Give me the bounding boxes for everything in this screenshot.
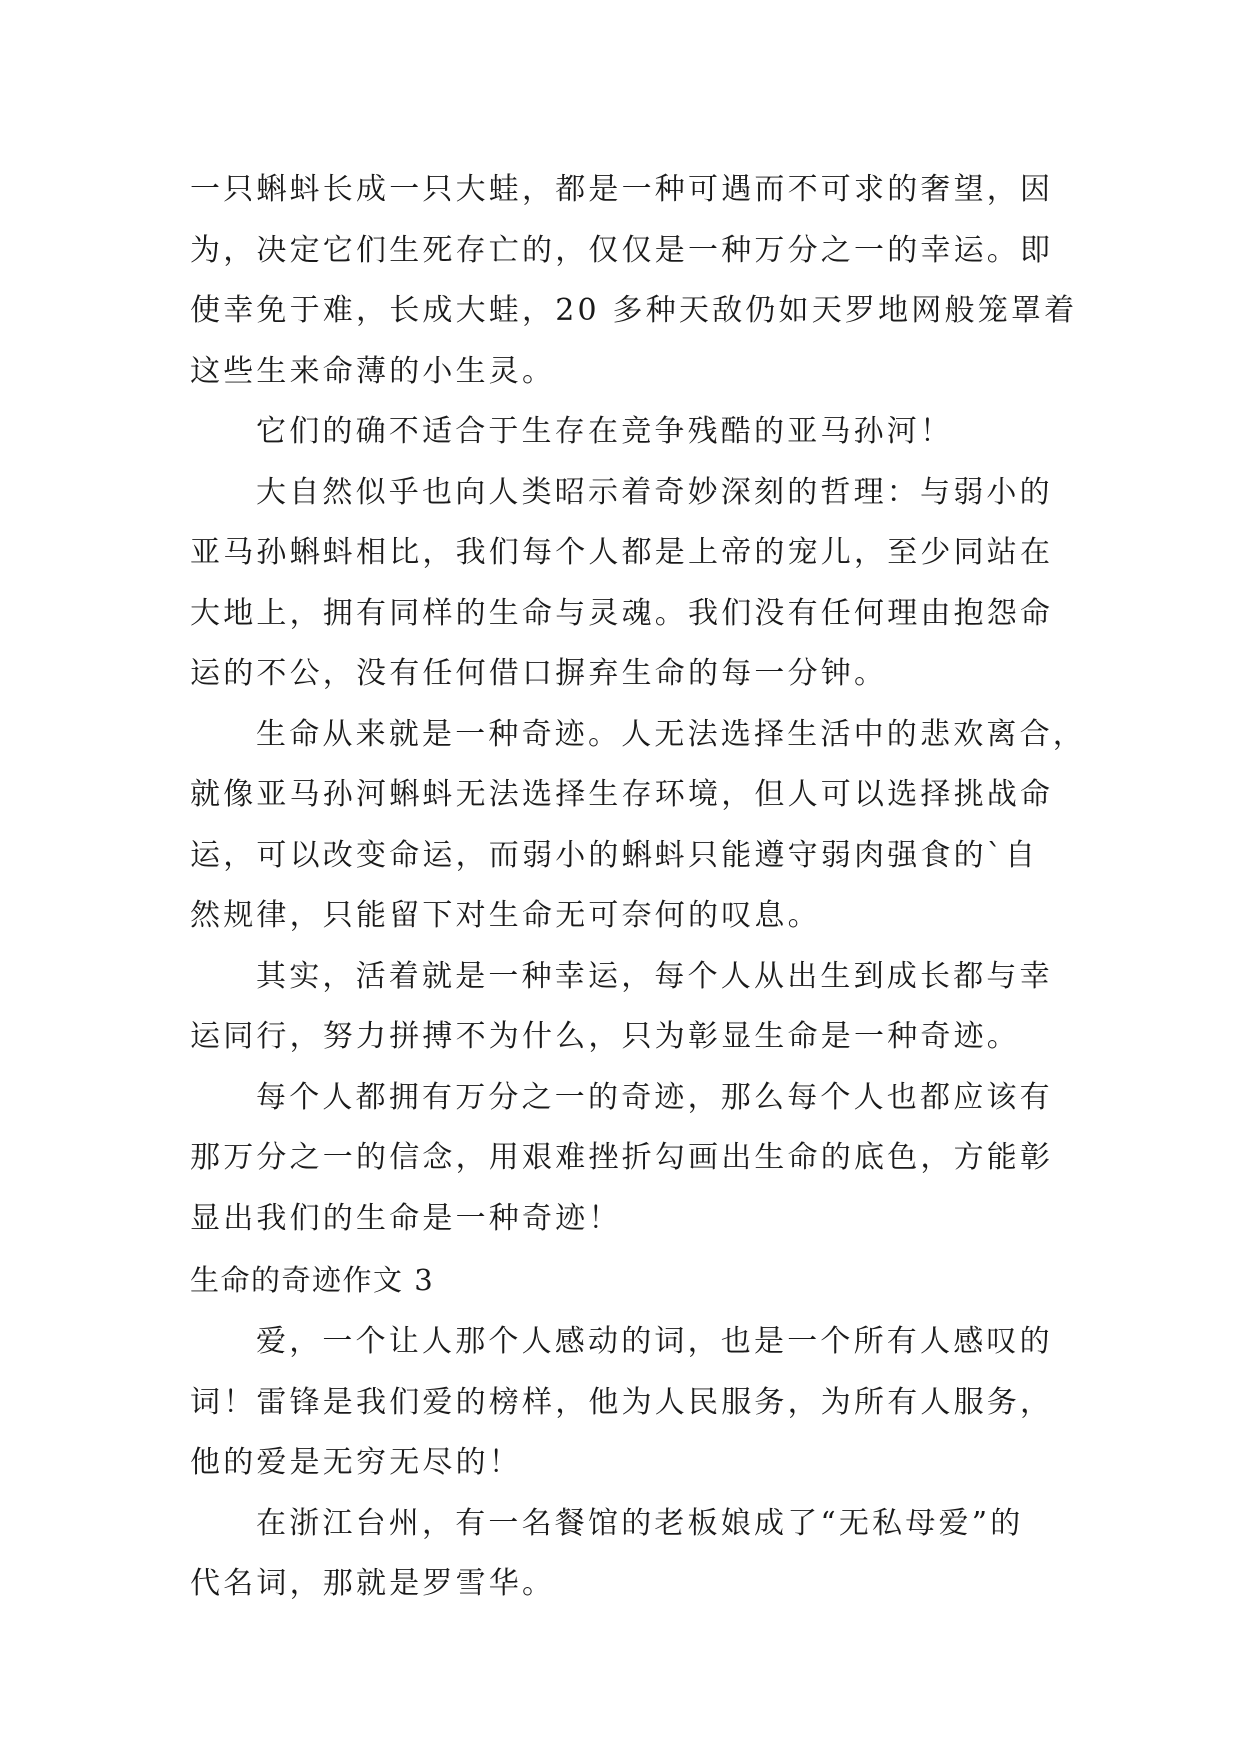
text-line: 它们的确不适合于生存在竞争残酷的亚马孙河！ xyxy=(256,414,954,449)
text-line: 亚马孙蝌蚪相比，我们每个人都是上帝的宠儿，至少同站在 xyxy=(190,535,1054,570)
text-line: 词！雷锋是我们爱的榜样，他为人民服务，为所有人服务， xyxy=(190,1384,1054,1420)
text-line: 使幸免于难，长成大蛙，20 多种天敌仍如天罗地网般笼罩着 xyxy=(190,293,1078,328)
text-line: 运同行，努力拼搏不为什么，只为彰显生命是一种奇迹。 xyxy=(190,1019,1020,1054)
text-line: 在浙江台州，有一名餐馆的老板娘成了“无私母爱”的 xyxy=(256,1505,1024,1541)
text-line: 大自然似乎也向人类昭示着奇妙深刻的哲理：与弱小的 xyxy=(256,474,1053,510)
text-line: 大地上，拥有同样的生命与灵魂。我们没有任何理由抱怨命 xyxy=(190,595,1054,631)
text-line: 显出我们的生命是一种奇迹！ xyxy=(190,1200,622,1236)
text-line: 为，决定它们生死存亡的，仅仅是一种万分之一的幸运。即 xyxy=(190,232,1054,268)
text-line: 爱，一个让人那个人感动的词，也是一个所有人感叹的 xyxy=(256,1324,1053,1359)
text-line: 这些生来命薄的小生灵。 xyxy=(190,353,556,389)
text-line: 运，可以改变命运，而弱小的蝌蚪只能遵守弱肉强食的`自 xyxy=(190,837,1039,873)
text-line: 他的爱是无穷无尽的！ xyxy=(190,1445,522,1480)
text-line: 生命从来就是一种奇迹。人无法选择生活中的悲欢离合， xyxy=(256,716,1086,752)
text-line: 每个人都拥有万分之一的奇迹，那么每个人也都应该有 xyxy=(256,1079,1053,1115)
text-line: 其实，活着就是一种幸运，每个人从出生到成长都与幸 xyxy=(256,958,1053,994)
text-line: 就像亚马孙河蝌蚪无法选择生存环境，但人可以选择挑战命 xyxy=(190,777,1054,812)
text-line: 一只蝌蚪长成一只大蛙，都是一种可遇而不可求的奢望，因 xyxy=(190,172,1054,207)
document-body xyxy=(190,160,1086,1615)
section-heading: 生命的奇迹作文 3 xyxy=(190,1263,435,1297)
text-line: 那万分之一的信念，用艰难挫折勾画出生命的底色，方能彰 xyxy=(190,1140,1054,1175)
text-line: 代名词，那就是罗雪华。 xyxy=(190,1566,556,1601)
text-line: 然规律，只能留下对生命无可奈何的叹息。 xyxy=(190,898,821,933)
text-line: 运的不公，没有任何借口摒弃生命的每一分钟。 xyxy=(190,656,888,691)
